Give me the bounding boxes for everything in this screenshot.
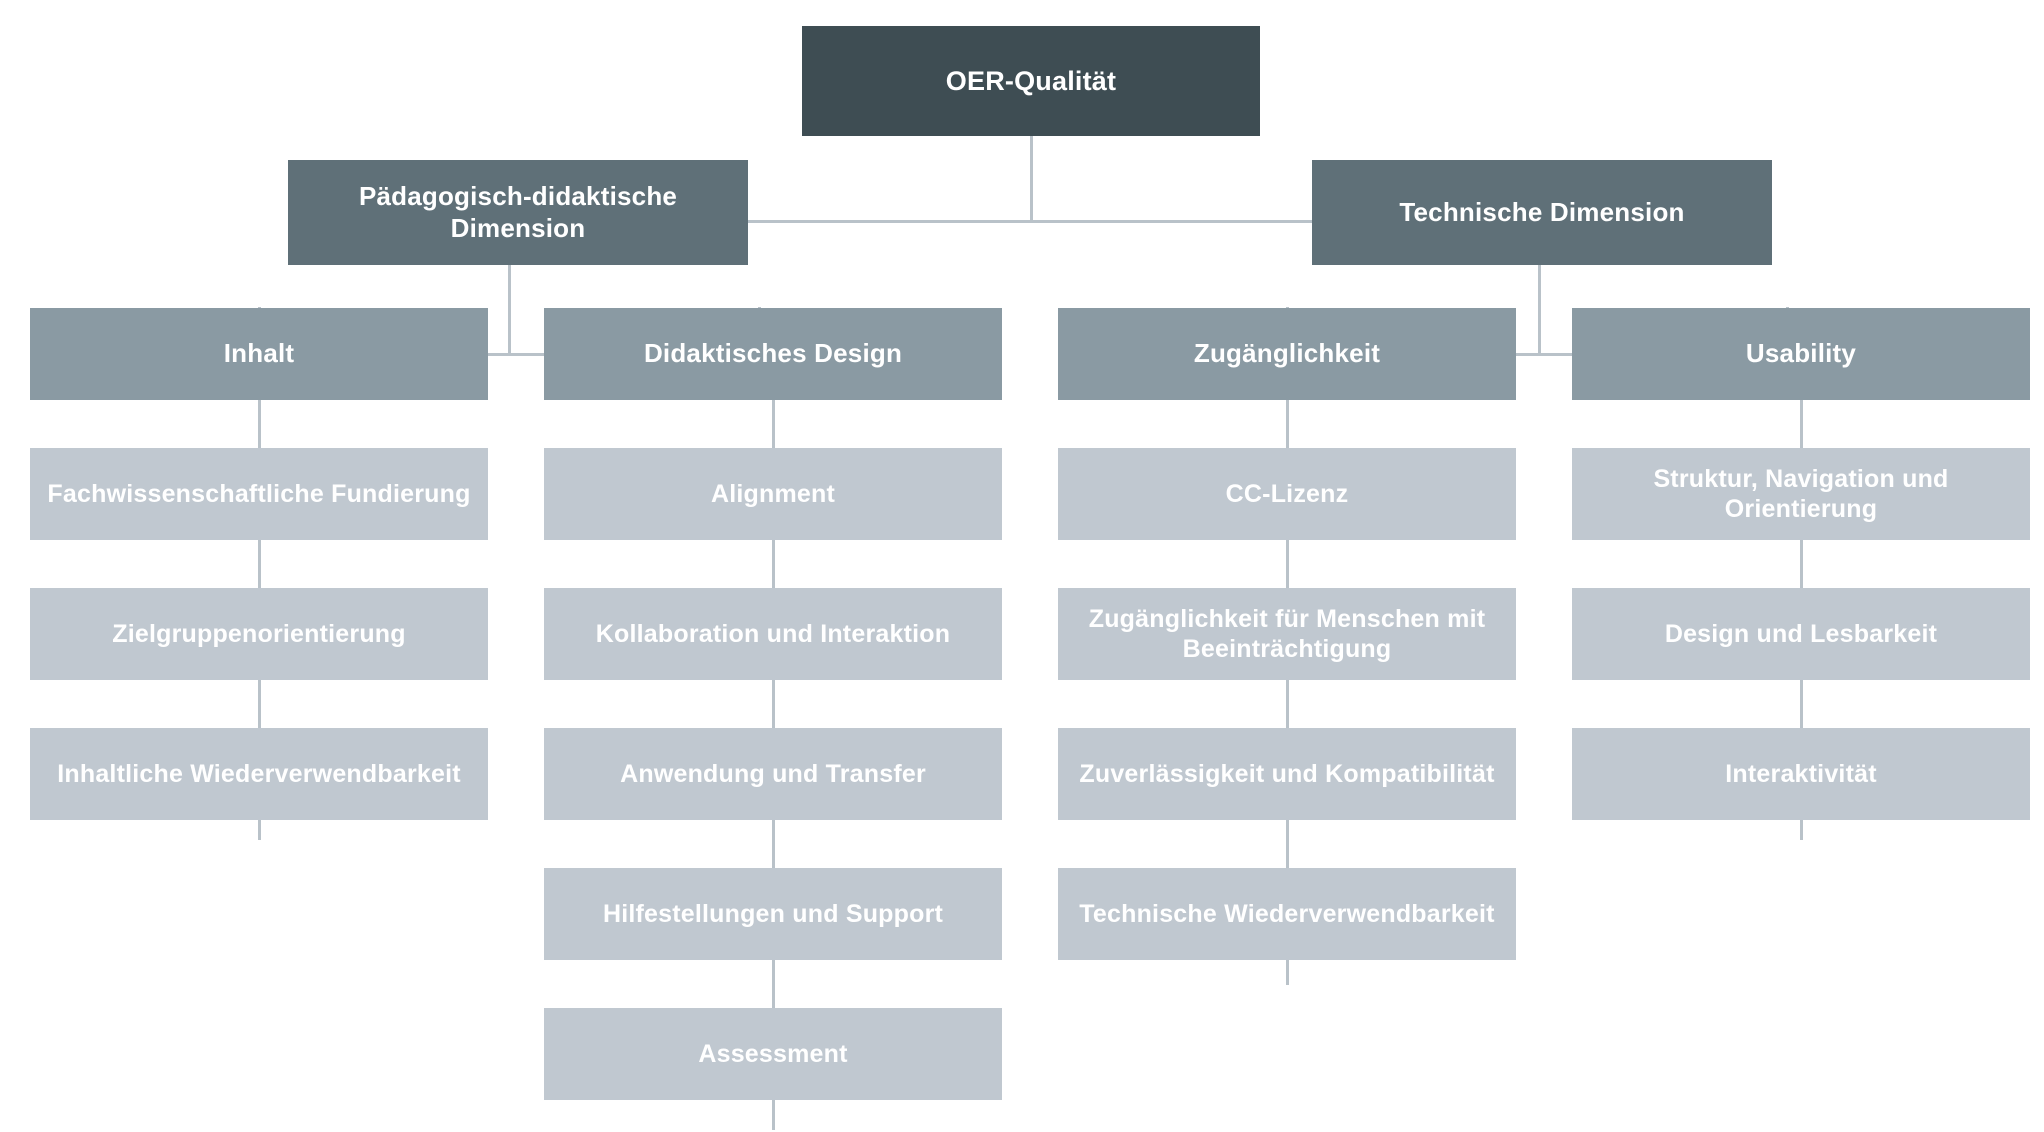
node-category-didaktisches-design: Didaktisches Design bbox=[544, 308, 1002, 400]
node-item-cc-lizenz: CC-Lizenz bbox=[1058, 448, 1516, 540]
connector-root-down bbox=[1030, 136, 1033, 222]
node-dimension-paedagogisch-didaktisch: Pädagogisch-didaktische Dimension bbox=[288, 160, 748, 265]
connector-right-dimension-down bbox=[1538, 265, 1541, 355]
node-root-oer-qualitaet: OER-Qualität bbox=[802, 26, 1260, 136]
node-item-anwendung-und-transfer: Anwendung und Transfer bbox=[544, 728, 1002, 820]
node-item-zielgruppenorientierung: Zielgruppenorientierung bbox=[30, 588, 488, 680]
node-item-struktur-navigation-und-orientierung: Struktur, Navigation und Orientierung bbox=[1572, 448, 2030, 540]
node-category-usability: Usability bbox=[1572, 308, 2030, 400]
node-category-zugaenglichkeit: Zugänglichkeit bbox=[1058, 308, 1516, 400]
node-item-hilfestellungen-und-support: Hilfestellungen und Support bbox=[544, 868, 1002, 960]
node-category-inhalt: Inhalt bbox=[30, 308, 488, 400]
node-item-assessment: Assessment bbox=[544, 1008, 1002, 1100]
node-item-zugaenglichkeit-fuer-menschen-mit-beeintraechtigung: Zugänglichkeit für Menschen mit Beeinträchtigung bbox=[1058, 588, 1516, 680]
node-item-inhaltliche-wiederverwendbarkeit: Inhaltliche Wiederverwendbarkeit bbox=[30, 728, 488, 820]
node-item-fachwissenschaftliche-fundierung: Fachwissenschaftliche Fundierung bbox=[30, 448, 488, 540]
node-dimension-technisch: Technische Dimension bbox=[1312, 160, 1772, 265]
node-item-interaktivitaet: Interaktivität bbox=[1572, 728, 2030, 820]
connector-left-dimension-down bbox=[508, 265, 511, 355]
node-item-design-und-lesbarkeit: Design und Lesbarkeit bbox=[1572, 588, 2030, 680]
node-item-alignment: Alignment bbox=[544, 448, 1002, 540]
node-item-zuverlaessigkeit-und-kompatibilitaet: Zuverlässigkeit und Kompatibilität bbox=[1058, 728, 1516, 820]
node-item-kollaboration-und-interaktion: Kollaboration und Interaktion bbox=[544, 588, 1002, 680]
node-item-technische-wiederverwendbarkeit: Technische Wiederverwendbarkeit bbox=[1058, 868, 1516, 960]
connector-dimension-bar bbox=[738, 220, 1322, 223]
